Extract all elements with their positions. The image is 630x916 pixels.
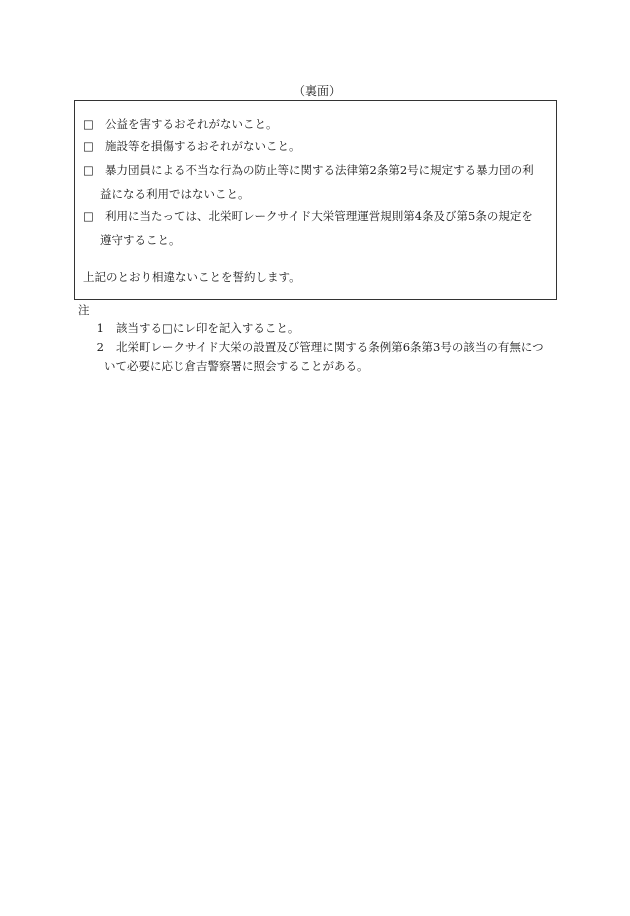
checkbox[interactable]: □ (83, 163, 94, 177)
note-text: 北栄町レークサイド大栄の設置及び管理に関する条例第6条第3号の該当の有無につ (116, 340, 544, 354)
checklist-item-text-continued: 遵守すること。 (100, 233, 181, 247)
note-number: 1 (96, 321, 104, 335)
note-text-continued: いて必要に応じ倉吉警察署に照会することがある。 (104, 359, 369, 373)
note-item (78, 319, 568, 338)
page-heading: （裏面） (292, 84, 341, 98)
note-number: 2 (96, 340, 104, 354)
checklist-item-text: 公益を害するおそれがないこと。 (105, 117, 278, 131)
checkbox[interactable]: □ (83, 209, 94, 223)
notes-section (78, 301, 568, 376)
checkbox[interactable]: □ (83, 117, 94, 131)
checklist-item-text-continued: 益になる利用ではないこと。 (100, 187, 250, 201)
checkbox[interactable]: □ (83, 139, 94, 153)
checklist-item (83, 112, 550, 136)
checklist-item (83, 158, 550, 206)
pledge-statement: 上記のとおり相違ないことを誓約します。 (83, 270, 301, 284)
note-text: 該当する□にレ印を記入すること。 (116, 321, 300, 335)
pledge-box (74, 100, 557, 300)
checklist-item-text: 暴力団員による不当な行為の防止等に関する法律第2条第2号に規定する暴力団の利 (105, 163, 534, 177)
checklist-item (83, 204, 550, 252)
checklist-item (83, 134, 550, 158)
checklist-item-text: 利用に当たっては、北栄町レークサイド大栄管理運営規則第4条及び第5条の規定を (105, 209, 533, 223)
notes-heading: 注 (78, 303, 90, 317)
note-item (78, 338, 568, 376)
checklist-item-text: 施設等を損傷するおそれがないこと。 (105, 139, 301, 153)
